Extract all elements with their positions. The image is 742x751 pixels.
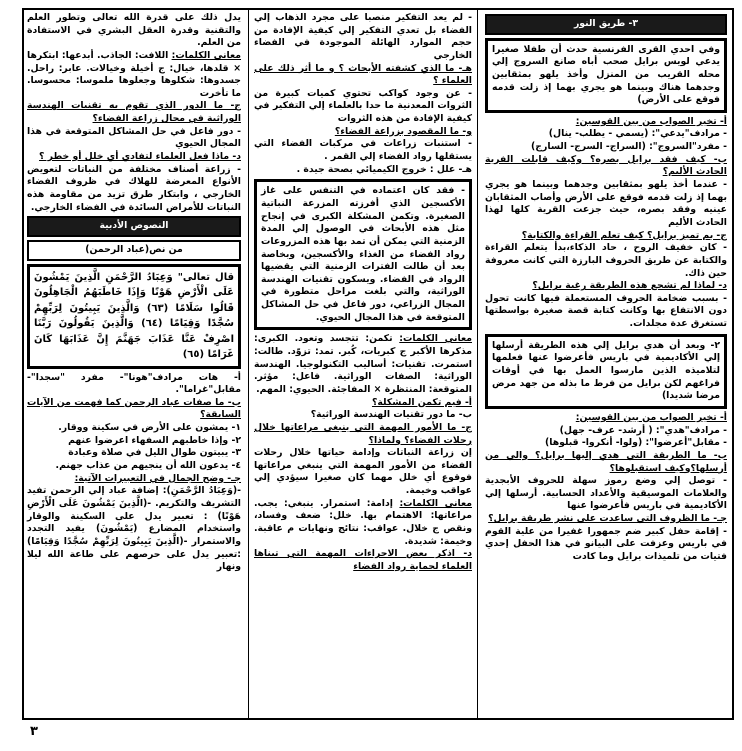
middle-question-2-title: و- ما المقصود بزراعة الفضاء؟ [334,125,472,137]
story-passage: وفي احدي القرى الفرنسية حدث أن طفلا صغيرا يدعي لويس برايل صحب أباه صانع السروج إلي محله القريب من المنزل وأخذ يلهو بمثقابين وجدهما هناك وبينما هو يجري بهما إذ زلت قدمه فوقع على الأرض) [492,43,720,106]
middle-question-2-extra: هـ- علل : خروج الكيميائي بصحة جيدة . [296,163,472,175]
question-3-answer: - كان خفيف الروح ، حاد الذكاء،بدأ يتعلم القراءة والكتابة عن طريق الحروف البارزة التي كانت معروفة حين ذاك. [485,242,727,279]
question-7-answer: - إقامة حفل كبير ضم جمهورا غفيرا من علية القوم في باريس وعزفت على البيانو في هذا الحفل إحدي فتيات من تلميذات برايل وما كادت [485,525,727,562]
question-7-title: جـ- ما الظروف التي ساعدت علي نشر طريقة برايل؟ [488,513,727,525]
left-question-4-item: ٤- يدعون الله أن ينجيهم من عذاب جهنم. [55,460,241,472]
left-question-3-title: أ- هات مرادف"هونا"- مفرد "سجدا"- مقابل"غراما". [27,371,241,396]
middle-vocab [254,333,472,396]
question-5-item: - مرادف"هدي": ( أرشد- عرف- جهل) [559,424,727,436]
middle-question-3-answer: ب- ما دور تقنيات الهندسة الوراثية؟ [310,409,472,421]
question-4-title: د- لماذا لم تشجع هذه الطريقة رغبة برايل؟ [532,280,727,292]
left-vocab-text: اللافت: الجاذب. أبدعها: ابتكرها × قلدها، خيال: ج أخيلة وخيالات. عابر: راحل. جسدوها: شكلوها وجعلوها ملموسا: محسوسا. ما تأخرت [27,49,241,99]
left-question-2-answer: - زراعة أصناف مختلفة من النباتات لتعويض الأنواع المعرضة للهلاك في ظروف الفضاء الخارجي ، وابتكار طرق تزيد من مقاومة هذه النباتات للأمراض السائدة في الفضاء الخارجي. [27,163,241,213]
left-vocab-title: معاني الكلمات: [171,49,242,61]
middle-vocab-2 [254,498,472,549]
page-number: ٣ [30,724,38,739]
left-intro: يدل ذلك على قدرة الله تعالى وتطور العلم والتقنية وقدرة العقل البشري في الاستفادة من العلم. [27,12,241,49]
middle-question-4-title: ج- ما الأمور المهمة التي ينبغي مراعاتها خلال رحلات الفضاء؟ ولماذا؟ [254,421,472,446]
story-passage-box [485,38,727,113]
question-6-title: ب- ما الطريقة التي هدي إليها برايل؟ والي من أرسلها؟وكيف استقبلوها؟ [485,449,727,474]
middle-question-1-answer: - عن وجود كواكب تحتوي كميات كبيرة من الثروات المعدنية ما حدا بالعلماء إلي التفكير في كيفية الإفادة من هذه الثروات [254,87,472,125]
left-question-1-title: ج- ما الدور الذي تقوم به تقنيات الهندسة الوراثية في مجال زراعة الفضاء؟ [27,100,241,125]
left-question-4-item: ١- يمشون على الأرض في سكينة ووقار. [58,422,241,434]
page-frame [22,8,734,720]
question-1-title: أ- تخير الصواب من بين القوسين: [575,115,727,127]
middle-passage-box [254,179,472,330]
left-vocab [27,50,241,101]
middle-vocab-2-text: إدامة: استمرار. ينبغي: يجب. مراعاتها: الاهتمام بها. خلل: ضعف وفساد، ونقص ج خلال. عواقب: نتائج ونهايات م عاقبة. وخيمة: شديدة. [254,497,472,547]
question-1-item: - مرادف"يدعي": (يسمي - يطلب- ينال) [548,128,727,140]
question-6-answer: - توصل إلي وضع رموز سهلة للحروف الأبجدية والعلامات الموسيقية والأعداد الحسابية. أرسلها إلي الأكاديمية في باريس فأعرضوا عنها [485,475,727,512]
middle-question-2-answer: - استنبات زراعات في مركبات الفضاء التي يستقلها رواد الفضاء إلي القمر . [254,138,472,163]
left-question-4-item: ٣- يبيتون طوال الليل في صلاة وعبادة [68,447,241,459]
section-header-ibad-alrahman: من نص(عباد الرحمن) [27,240,241,261]
question-3-title: ج- بم تميز برايل؟ كيف تعلم القراءة والكتابة؟ [521,229,727,241]
middle-question-4-answer: إن زراعة النباتات وإدامة حياتها خلال رحلات الفضاء من الأمور المهمة التي ينبغي مراعاتها فوقوع أي خلل مهما كان صغيرا سيؤدي إلي عواقب وخيمة. [254,447,472,497]
section-header-literary-texts: النصوص الأدبية [27,216,241,237]
middle-vocab-2-title: معاني الكلمات: [399,497,472,509]
middle-question-1-title: هـ- ما الذي كشفته الأبحاث ؟ و ما أثر ذلك على العلماء ؟ [254,62,472,87]
left-column [22,10,246,718]
question-2-title: ب- كيف فقد برايل بصره؟ وكيف قابلت الفرية الحادث الأليم؟ [485,153,727,178]
passage-2-box [485,334,727,409]
question-1-item: - مفرد"السروج": (السراج- السرج- السارج) [531,141,727,153]
section-header-tariq-alnour: ٣- طريق النور [485,14,727,35]
quran-verses: قال تعالى" وَعِبَادُ الرَّحْمَنِ الَّذِينَ يَمْشُونَ عَلَى الْأَرْضِ هَوْنًا وَإِذَا خَاطَبَهُمُ الْجَاهِلُونَ قَالُوا سَلَامًا (٦٣) وَالَّذِينَ يَبِيتُونَ لِرَبِّهِمْ سُجَّدًا وَقِيَامًا (٦٤) وَالَّذِينَ يَقُولُونَ رَبَّنَا اصْرِفْ عَنَّا عَذَابَ جَهَنَّمَ إِنَّ عَذَابَهَا كَانَ غَرَامًا (٦٥) [34,271,234,361]
question-5-title: أ- تخير الصواب من بين القوسين: [575,411,727,423]
middle-vocab-text: تكمن: تتجسد وتعود. الكبرى: مذكرها الأكبر ج كبريات، كُبر. تمد: تزوّد. طالت: استمرت. تقنيات: أساليب التكنولوجيا. الهندسة الوراثية: الصفات الوراثية. فاعل: مؤثر. المتوقعة: المنتظرة × المفاجئة. الحيوي: المهم. [254,333,472,395]
passage-2: ٢- وبعد أن هدي برايل إلي هذه الطريقة أرسلها إلي الأكاديمية في باريس فأعرضوا عنها فعلمها لتلاميذه الذين مارسوا العمل بها في أوقات فراغهم لكن برايل من فرط ما بذله من جهد مرض مرضا شديدا) [492,339,720,402]
left-question-4-item: ٢- وإذا خاطبهم السفهاء اعرضوا عنهم [68,434,241,446]
left-question-5-title: جـ- وضح الجمال في التعبيرات الآتية: [74,472,241,484]
left-question-1-answer: - دور فاعل في حل المشاكل المتوقعة في هذا المجال الحيوي [27,125,241,150]
middle-question-3-title: أ- فيم تكمن المشكلة؟ [371,396,472,408]
left-question-2-title: د- ماذا فعل العلماء لتفادي أي خلل أو خطر ؟ [39,151,241,163]
quran-verses-box [27,264,241,369]
question-5-item: - مقابل"أعرضوا": (ولوا- أنكروا- قبلوها) [544,437,727,449]
middle-question-5-title: د- اذكر بعض الاجراءات المهمة التي تبناها العلماء لحماية رواد الفضاء [254,548,472,572]
left-question-4-title: ب- ما صفات عباد الرحمن كما فهمت من الآيات السابقة؟ [27,396,241,421]
left-question-5-answer: -(وَعِبَادُ الرَّحْمَنِ): إضافة عباد إلي الرحمن تفيد التشريف والتكريم. -(الَّذِينَ يَمْشُونَ عَلَى الْأَرْضِ هَوْنًا) : تعبير يدل على السكينة والوقار واستخدام المضارع (يَمْشُونَ) يفيد التجدد والاستمرار -(الَّذِينَ يَبِيتُونَ لِرَبِّهِمْ سُجَّدًا وَقِيَامًا) :تعبير يدل على حرصهم على طاعة الله ليلا ونهار [27,485,241,573]
middle-passage: - فقد كان اعتماده في التنفس على غاز الأكسجين الذي أفرزته المزرعة النباتية الصغيرة. وتكمن المشكلة الكبرى في إنجاح مثل هذه الأبحاث في الوصول إلي المدة الزمنية التي يمكن أن تمد بها هذه المزروعات رواد الفضاء من الغذاء والأكسجين، وبخاصة بعد أن طالت الفترات الزمنية التي يقضيها الرواد في الفضاء. ويسكون تقنيات الهندسة الوراثية، والتي بلغت مراحل متطورة في المجال الزراعي، دور فاعل في حل المشاكل المتوقعة في هذا المجال الحيوي. [261,185,465,323]
middle-column [248,10,478,718]
right-column [480,10,732,718]
middle-intro: - لم يعد التفكير منصبا على مجرد الذهاب إلي الفضاء بل تعدي التفكير إلي كيفية الإفادة من حجم الموارد الهائلة الموجودة في الفضاء الخارجي [254,12,472,61]
question-4-answer: - بسبب ضخامة الحروف المستعملة فيها كانت تحول دون الانتفاع بها وكانت كتابة قصة صغيرة بواسطتها تستغرق عدة مجلدات. [485,292,727,330]
middle-vocab-title: معاني الكلمات: [399,333,472,345]
question-2-answer: - عندما أخذ يلهو بمثقابين وجدهما وبينما هو يجري بهما إذ زلت قدمه فوقع على الأرض وأصاب المثقابان عينيه وفقد بصره، حيث جزعت القرية كلها لهذا الحادث الأليم [485,179,727,228]
